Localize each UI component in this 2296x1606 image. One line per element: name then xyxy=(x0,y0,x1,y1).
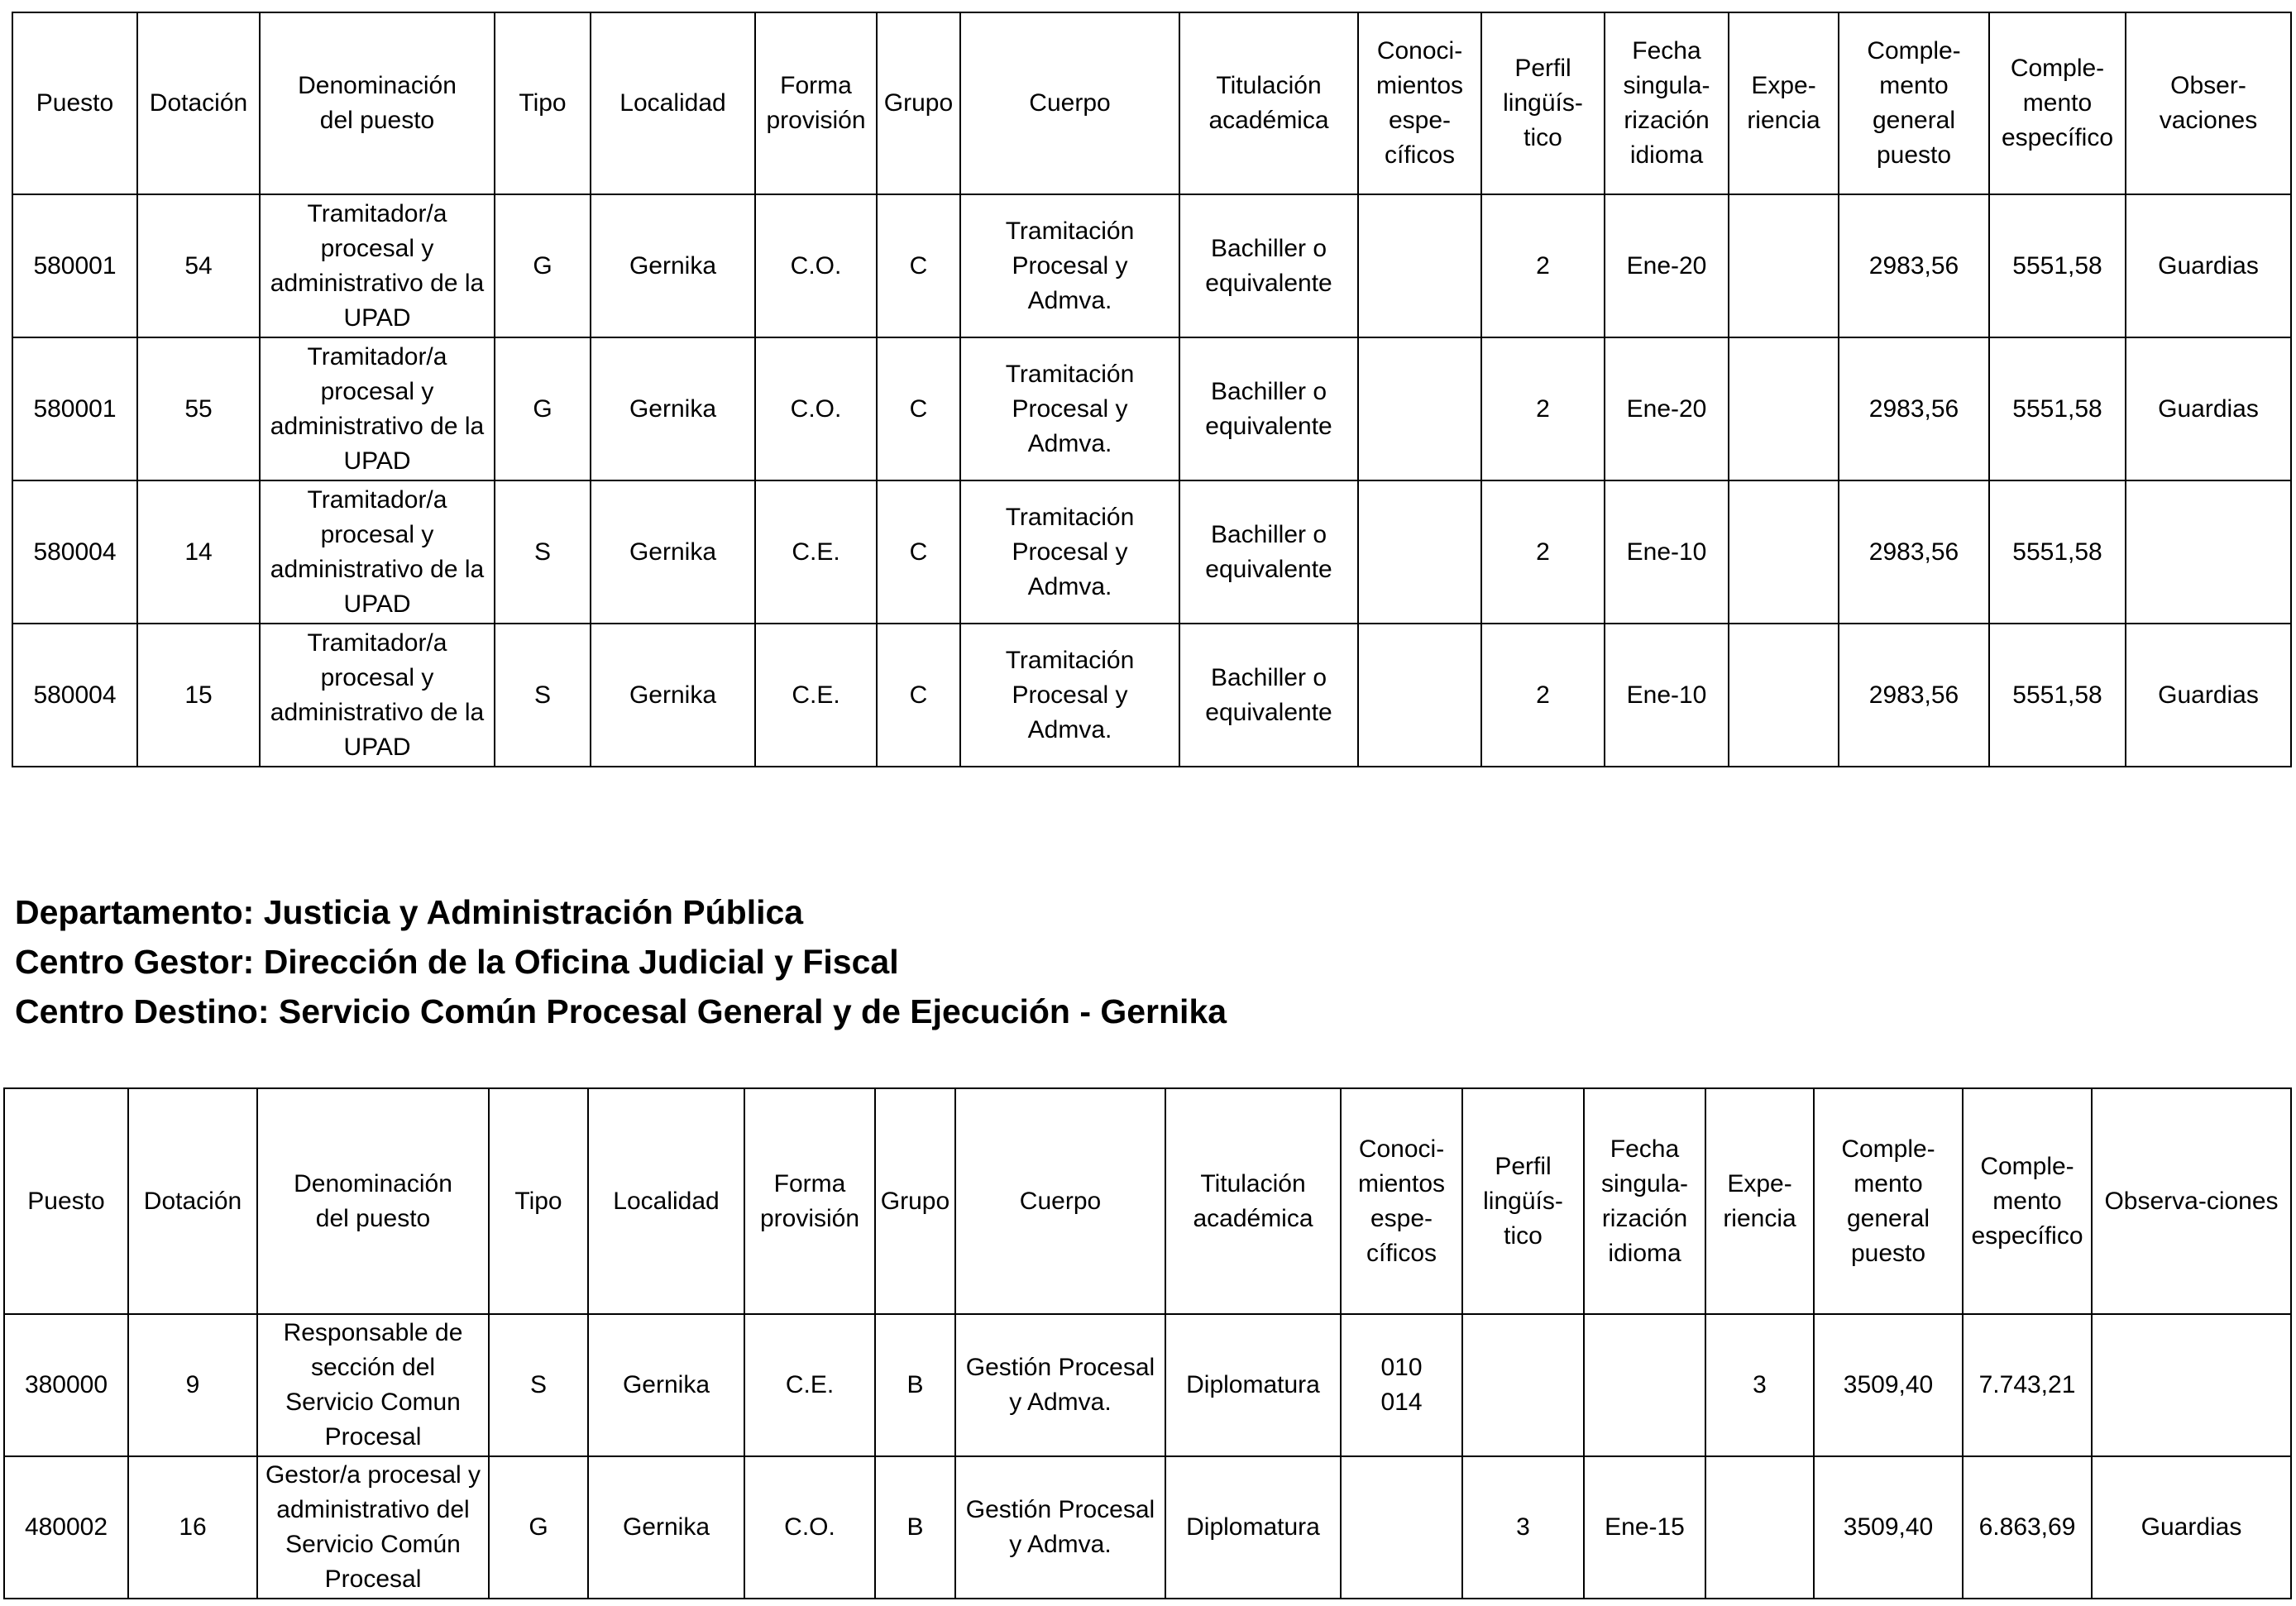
header-localidad: Localidad xyxy=(588,1088,744,1314)
section-header xyxy=(15,887,1227,1036)
header-row xyxy=(4,1088,2291,1314)
table-row xyxy=(4,1314,2291,1456)
cell-conocimientos xyxy=(1358,194,1481,337)
cell-complemento-especifico: 5551,58 xyxy=(1989,480,2126,624)
header-tipo: Tipo xyxy=(489,1088,588,1314)
header-experiencia: Expe- riencia xyxy=(1729,12,1839,194)
cell-complemento-general: 3509,40 xyxy=(1814,1456,1963,1599)
header-conocimientos: Conoci- mientos espe- cíficos xyxy=(1358,12,1481,194)
header-tipo: Tipo xyxy=(495,12,591,194)
header-titulacion: Titulación académica xyxy=(1179,12,1358,194)
cell-cuerpo: Tramitación Procesal y Admva. xyxy=(960,624,1179,767)
table-body xyxy=(4,1314,2291,1599)
cell-perfil-linguistico: 2 xyxy=(1481,337,1605,480)
cell-complemento-especifico: 5551,58 xyxy=(1989,194,2126,337)
cell-cuerpo: Gestión Procesal y Admva. xyxy=(955,1456,1165,1599)
header-dotacion: Dotación xyxy=(137,12,260,194)
header-forma-provision: Forma provisión xyxy=(744,1088,875,1314)
cell-perfil-linguistico xyxy=(1462,1314,1584,1456)
table-row xyxy=(12,480,2291,624)
cell-tipo: S xyxy=(495,480,591,624)
cell-localidad: Gernika xyxy=(591,624,755,767)
header-fecha-singularizacion: Fecha singula- rización idioma xyxy=(1605,12,1729,194)
cell-observaciones: Guardias xyxy=(2126,337,2291,480)
cell-observaciones: Guardias xyxy=(2126,624,2291,767)
table-row xyxy=(4,1456,2291,1599)
header-row xyxy=(12,12,2291,194)
cell-dotacion: 15 xyxy=(137,624,260,767)
cell-titulacion: Bachiller o equivalente xyxy=(1179,194,1358,337)
table-row xyxy=(12,337,2291,480)
header-denominacion: Denominación del puesto xyxy=(257,1088,489,1314)
table-row xyxy=(12,624,2291,767)
cell-denominacion: Responsable de sección del Servicio Comun Procesal xyxy=(257,1314,489,1456)
cell-forma-provision: C.E. xyxy=(755,480,877,624)
cell-cuerpo: Tramitación Procesal y Admva. xyxy=(960,480,1179,624)
cell-localidad: Gernika xyxy=(591,337,755,480)
cell-dotacion: 14 xyxy=(137,480,260,624)
cell-tipo: G xyxy=(489,1456,588,1599)
cell-denominacion: Tramitador/a procesal y administrativo de la UPAD xyxy=(260,194,495,337)
cell-forma-provision: C.O. xyxy=(755,194,877,337)
cell-dotacion: 55 xyxy=(137,337,260,480)
header-dotacion: Dotación xyxy=(128,1088,257,1314)
cell-localidad: Gernika xyxy=(591,194,755,337)
cell-perfil-linguistico: 3 xyxy=(1462,1456,1584,1599)
cell-dotacion: 54 xyxy=(137,194,260,337)
cell-experiencia xyxy=(1705,1456,1814,1599)
cell-cuerpo: Tramitación Procesal y Admva. xyxy=(960,337,1179,480)
cell-complemento-especifico: 6.863,69 xyxy=(1963,1456,2092,1599)
cell-titulacion: Bachiller o equivalente xyxy=(1179,337,1358,480)
cell-denominacion: Gestor/a procesal y administrativo del Servicio Común Procesal xyxy=(257,1456,489,1599)
cell-denominacion: Tramitador/a procesal y administrativo de la UPAD xyxy=(260,624,495,767)
cell-experiencia xyxy=(1729,624,1839,767)
managing-center-heading: Centro Gestor: Dirección de la Oficina Judicial y Fiscal xyxy=(15,943,899,981)
header-grupo: Grupo xyxy=(877,12,960,194)
cell-complemento-general: 2983,56 xyxy=(1839,337,1989,480)
header-perfil-linguistico: Perfil lingüís- tico xyxy=(1481,12,1605,194)
cell-experiencia: 3 xyxy=(1705,1314,1814,1456)
cell-experiencia xyxy=(1729,194,1839,337)
cell-fecha-singularizacion: Ene-20 xyxy=(1605,194,1729,337)
department-heading: Departamento: Justicia y Administración Pública xyxy=(15,893,804,931)
cell-puesto: 580001 xyxy=(12,337,137,480)
header-observaciones: Observa-ciones xyxy=(2092,1088,2291,1314)
header-grupo: Grupo xyxy=(875,1088,955,1314)
cell-perfil-linguistico: 2 xyxy=(1481,624,1605,767)
cell-fecha-singularizacion: Ene-20 xyxy=(1605,337,1729,480)
cell-puesto: 580004 xyxy=(12,624,137,767)
cell-localidad: Gernika xyxy=(591,480,755,624)
cell-titulacion: Bachiller o equivalente xyxy=(1179,480,1358,624)
header-localidad: Localidad xyxy=(591,12,755,194)
cell-tipo: G xyxy=(495,194,591,337)
cell-perfil-linguistico: 2 xyxy=(1481,480,1605,624)
header-cuerpo: Cuerpo xyxy=(955,1088,1165,1314)
cell-experiencia xyxy=(1729,337,1839,480)
cell-complemento-general: 3509,40 xyxy=(1814,1314,1963,1456)
cell-grupo: C xyxy=(877,194,960,337)
cell-tipo: G xyxy=(495,337,591,480)
header-perfil-linguistico: Perfil lingüís- tico xyxy=(1462,1088,1584,1314)
cell-grupo: C xyxy=(877,624,960,767)
cell-experiencia xyxy=(1729,480,1839,624)
cell-observaciones xyxy=(2092,1314,2291,1456)
cell-dotacion: 16 xyxy=(128,1456,257,1599)
header-cuerpo: Cuerpo xyxy=(960,12,1179,194)
cell-fecha-singularizacion: Ene-10 xyxy=(1605,624,1729,767)
cell-forma-provision: C.E. xyxy=(744,1314,875,1456)
cell-observaciones xyxy=(2126,480,2291,624)
cell-fecha-singularizacion: Ene-15 xyxy=(1584,1456,1705,1599)
cell-titulacion: Diplomatura xyxy=(1165,1456,1341,1599)
cell-complemento-general: 2983,56 xyxy=(1839,624,1989,767)
cell-conocimientos xyxy=(1358,480,1481,624)
header-complemento-general: Comple- mento general puesto xyxy=(1814,1088,1963,1314)
cell-puesto: 580001 xyxy=(12,194,137,337)
cell-conocimientos xyxy=(1341,1456,1462,1599)
cell-fecha-singularizacion: Ene-10 xyxy=(1605,480,1729,624)
cell-complemento-especifico: 5551,58 xyxy=(1989,624,2126,767)
positions-table-servicio-comun-gernika xyxy=(3,1087,2292,1599)
header-observaciones: Obser- vaciones xyxy=(2126,12,2291,194)
cell-localidad: Gernika xyxy=(588,1314,744,1456)
cell-puesto: 380000 xyxy=(4,1314,128,1456)
cell-denominacion: Tramitador/a procesal y administrativo de la UPAD xyxy=(260,480,495,624)
cell-forma-provision: C.O. xyxy=(755,337,877,480)
header-puesto: Puesto xyxy=(4,1088,128,1314)
table-body xyxy=(12,194,2291,767)
cell-denominacion: Tramitador/a procesal y administrativo de la UPAD xyxy=(260,337,495,480)
header-conocimientos: Conoci- mientos espe- cíficos xyxy=(1341,1088,1462,1314)
cell-perfil-linguistico: 2 xyxy=(1481,194,1605,337)
table-row xyxy=(12,194,2291,337)
header-forma-provision: Forma provisión xyxy=(755,12,877,194)
cell-titulacion: Bachiller o equivalente xyxy=(1179,624,1358,767)
cell-localidad: Gernika xyxy=(588,1456,744,1599)
cell-complemento-general: 2983,56 xyxy=(1839,194,1989,337)
cell-conocimientos xyxy=(1358,624,1481,767)
header-complemento-especifico: Comple- mento específico xyxy=(1963,1088,2092,1314)
table-header xyxy=(12,12,2291,194)
cell-cuerpo: Gestión Procesal y Admva. xyxy=(955,1314,1165,1456)
header-titulacion: Titulación académica xyxy=(1165,1088,1341,1314)
cell-grupo: B xyxy=(875,1456,955,1599)
destination-center-heading: Centro Destino: Servicio Común Procesal General y de Ejecución - Gernika xyxy=(15,992,1227,1030)
cell-tipo: S xyxy=(495,624,591,767)
cell-complemento-especifico: 5551,58 xyxy=(1989,337,2126,480)
cell-grupo: C xyxy=(877,480,960,624)
cell-fecha-singularizacion xyxy=(1584,1314,1705,1456)
cell-tipo: S xyxy=(489,1314,588,1456)
cell-conocimientos xyxy=(1358,337,1481,480)
header-complemento-especifico: Comple- mento específico xyxy=(1989,12,2126,194)
cell-dotacion: 9 xyxy=(128,1314,257,1456)
cell-complemento-general: 2983,56 xyxy=(1839,480,1989,624)
header-denominacion: Denominación del puesto xyxy=(260,12,495,194)
cell-observaciones: Guardias xyxy=(2092,1456,2291,1599)
cell-cuerpo: Tramitación Procesal y Admva. xyxy=(960,194,1179,337)
cell-titulacion: Diplomatura xyxy=(1165,1314,1341,1456)
cell-forma-provision: C.E. xyxy=(755,624,877,767)
table-header xyxy=(4,1088,2291,1314)
header-fecha-singularizacion: Fecha singula- rización idioma xyxy=(1584,1088,1705,1314)
cell-grupo: B xyxy=(875,1314,955,1456)
cell-observaciones: Guardias xyxy=(2126,194,2291,337)
header-experiencia: Expe- riencia xyxy=(1705,1088,1814,1314)
cell-grupo: C xyxy=(877,337,960,480)
cell-puesto: 480002 xyxy=(4,1456,128,1599)
cell-puesto: 580004 xyxy=(12,480,137,624)
positions-table-upad-gernika xyxy=(12,12,2292,767)
cell-conocimientos: 010 014 xyxy=(1341,1314,1462,1456)
cell-forma-provision: C.O. xyxy=(744,1456,875,1599)
header-complemento-general: Comple- mento general puesto xyxy=(1839,12,1989,194)
header-puesto: Puesto xyxy=(12,12,137,194)
cell-complemento-especifico: 7.743,21 xyxy=(1963,1314,2092,1456)
